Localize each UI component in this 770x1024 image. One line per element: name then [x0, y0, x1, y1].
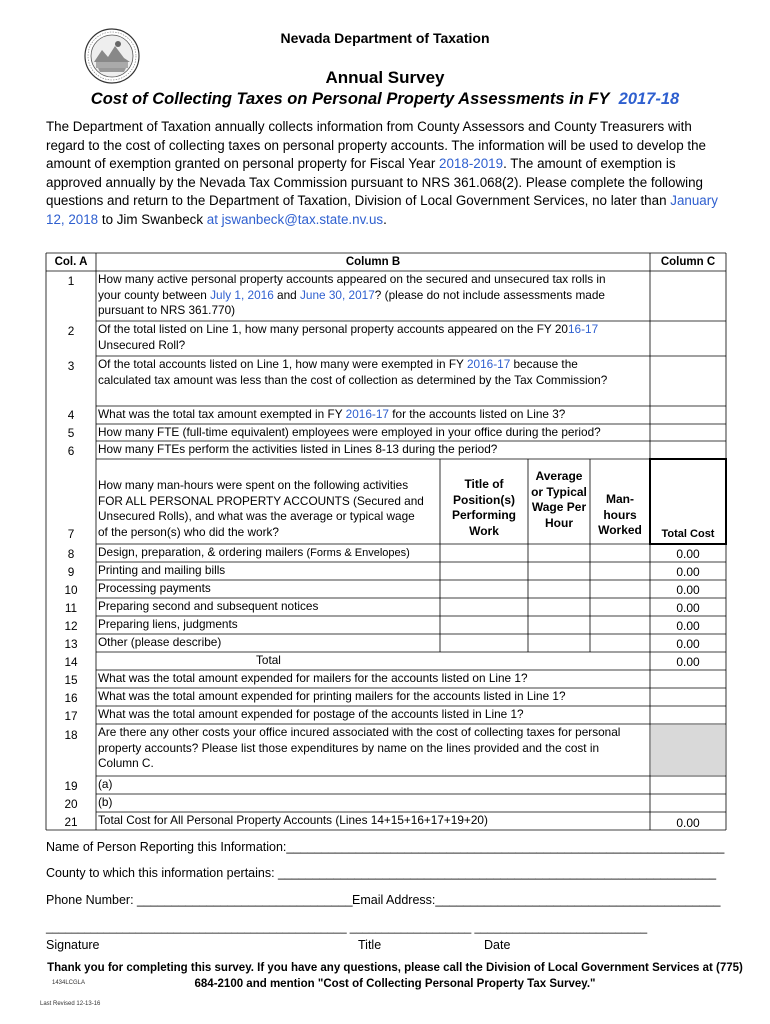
row-13-total-cost: 0.00: [676, 637, 700, 651]
row-17-question: What was the total amount expended for postage of the accounts listed in Line 1?: [98, 707, 524, 721]
row-4-question: What was the total tax amount exempted in FY 2016-17 for the accounts listed on Line 3?: [98, 407, 566, 421]
row-11-total-cost: 0.00: [676, 601, 700, 615]
row-12-total-cost: 0.00: [676, 619, 700, 633]
row-number: 5: [67, 426, 75, 440]
form-code: 1434LCGLA: [52, 980, 86, 986]
row-7-question: How many man-hours were spent on the following activities FOR ALL PERSONAL PROPERTY ACCOUNTS (Secured and Unsecured Rolls), and what was the average or typical wage of the person(s) who did the work?: [98, 478, 424, 539]
intro-paragraph: The Department of Taxation annually collects information from County Assessors and County Treasurers with regard to the cost of collecting taxes on personal property accounts. The information will be used to develop the amount of exemption granted on personal property for Fiscal Year 2018-2019. The amount of exemption is approved annually by the Nevada Tax Commission pursuant to NRS 361.068(2). Please complete the following questions and return to the Department of Taxation, Division of Local Government Services, no later than January 12, 2018 to Jim Swanbeck at jswanbeck@tax.state.nv.us.: [46, 119, 718, 227]
row-13-activity: Other (please describe): [98, 635, 222, 649]
row-number: 12: [64, 619, 78, 633]
row-18-question: Are there any other costs your office incured associated with the cost of collecting taxes for personal property accounts? Please list those expenditures by name on the lines provided and the cost in Column C.: [98, 725, 621, 771]
signature-label: Signature: [46, 938, 100, 952]
row-21-total-label: Total Cost for All Personal Property Accounts (Lines 14+15+16+17+19+20): [98, 813, 488, 827]
row-1-question: How many active personal property accounts appeared on the secured and unsecured tax rolls in your county between July 1, 2016 and June 30, 2017? (please do not include assessments made pursuant to NRS 361.770): [98, 272, 606, 318]
row-3-question: Of the total accounts listed on Line 1, how many were exempted in FY 2016-17 because the calculated tax amount was less than the cost of collection as determined by the Tax Commission?: [98, 357, 608, 387]
row-number: 13: [64, 637, 78, 651]
col-b-header: Column B: [345, 256, 401, 268]
last-revised: Last Revised 12-13-16: [40, 1001, 101, 1007]
row-5-question: How many FTE (full-time equivalent) employees were employed in your office during the period?: [98, 425, 601, 439]
col-a-header: Col. A: [54, 256, 88, 268]
row-number: 9: [67, 565, 75, 579]
row-number: 8: [67, 547, 75, 561]
email-address-field[interactable]: Email Address:_________________________________________: [352, 893, 721, 907]
row-16-question: What was the total amount expended for printing mailers for the accounts listed in Line 1?: [98, 689, 566, 703]
row-number: 6: [67, 444, 75, 458]
row-number: 11: [64, 601, 78, 615]
row-number: 18: [64, 728, 78, 742]
row-12-activity: Preparing liens, judgments: [98, 617, 238, 631]
row-11-activity: Preparing second and subsequent notices: [98, 599, 319, 613]
phone-number-field[interactable]: Phone Number: _______________________________: [46, 893, 353, 907]
reporter-name-field[interactable]: Name of Person Reporting this Information:_______________________________________________________________: [46, 840, 725, 854]
row-number: 21: [64, 815, 78, 829]
row-10-total-cost: 0.00: [676, 583, 700, 597]
row-number: 20: [64, 797, 78, 811]
row-9-activity: Printing and mailing bills: [98, 563, 226, 577]
col-c-header: Column C: [660, 256, 716, 268]
survey-subtitle: Cost of Collecting Taxes on Personal Property Assessments in FY 2017-18: [90, 90, 680, 108]
row-number: 15: [64, 673, 78, 687]
row-number: 3: [67, 359, 75, 373]
row-14-total-label: Total: [256, 653, 281, 667]
row-number: 14: [64, 655, 78, 669]
signature-line[interactable]: _______________________________________________ ___________________ ___________________________: [46, 922, 648, 934]
row-number: 1: [67, 274, 75, 288]
row-6-question: How many FTEs perform the activities listed in Lines 8-13 during the period?: [98, 442, 498, 456]
row-number: 7: [67, 527, 75, 541]
row-19-item-a: (a): [98, 777, 113, 791]
row-number: 10: [64, 583, 78, 597]
row-20-item-b: (b): [98, 795, 113, 809]
row-2-question: Of the total listed on Line 1, how many personal property accounts appeared on the FY 2016-17 Unsecured Roll?: [98, 322, 599, 352]
row-number: 16: [64, 691, 78, 705]
row-14-total-cost: 0.00: [676, 655, 700, 669]
total-cost-header: Total Cost: [661, 528, 715, 540]
average-wage-header: Average or Typical Wage Per Hour: [531, 469, 587, 530]
title-label: Title: [358, 938, 382, 952]
date-label: Date: [484, 938, 511, 952]
row-number: 17: [64, 709, 78, 723]
survey-title: Annual Survey: [325, 68, 445, 87]
row-21-total-cost: 0.00: [676, 816, 700, 830]
row-8-total-cost: 0.00: [676, 547, 700, 561]
thank-you-note: Thank you for completing this survey. If you have any questions, please call the Division of Local Government Services at (775) 684-2100 and mention "Cost of Collecting Personal Property Tax Survey.": [47, 962, 743, 990]
department-name: Nevada Department of Taxation: [280, 30, 490, 46]
county-field[interactable]: County to which this information pertains: _______________________________________________________________: [46, 866, 717, 880]
row-8-activity: Design, preparation, & ordering mailers (Forms & Envelopes): [98, 545, 410, 559]
row-number: 2: [67, 324, 75, 338]
man-hours-header: Man- hours Worked: [598, 492, 642, 537]
row-15-question: What was the total amount expended for mailers for the accounts listed on Line 1?: [98, 671, 528, 685]
row-9-total-cost: 0.00: [676, 565, 700, 579]
row-10-activity: Processing payments: [98, 581, 211, 595]
row-number: 4: [67, 408, 75, 422]
title-of-positions-header: Title of Position(s) Performing Work: [451, 477, 516, 538]
row-number: 19: [64, 779, 78, 793]
